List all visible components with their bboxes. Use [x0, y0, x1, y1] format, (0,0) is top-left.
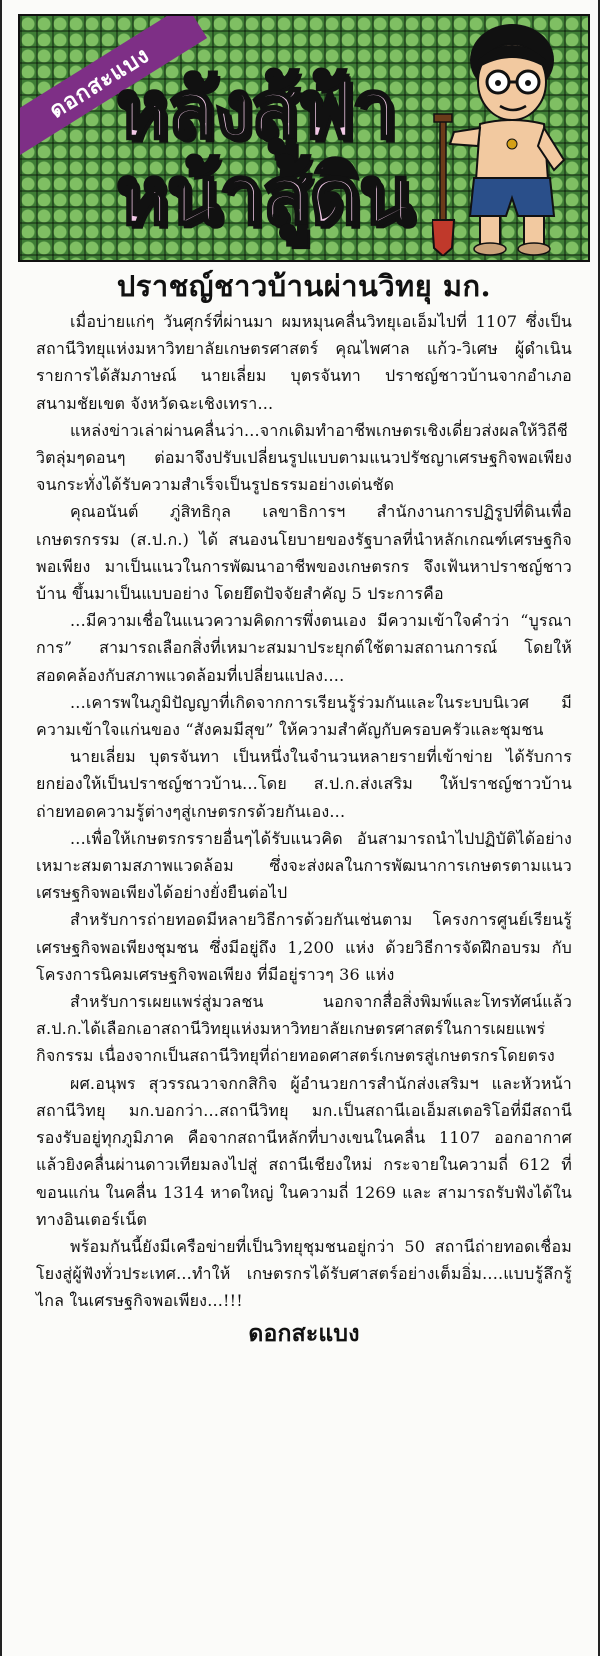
article-paragraph: เมื่อบ่ายแก่ๆ วันศุกร์ที่ผ่านมา ผมหมุนคลื่นวิทยุเอเอ็มไปที่ 1107 ซึ่งเป็นสถานีวิทยุแห่งมหาวิทยาลัยเกษตรศาสตร์ คุณไพศาล แก้ว-วิเศษ ผู้ดำเนินรายการได้สัมภาษณ์ นายเลี่ยม บุตรจันทา ปราชญ์ชาวบ้านจากอำเภอสนามชัยเขต จังหวัดฉะเชิงเทรา... [36, 312, 572, 413]
article-paragraph: ...เคารพในภูมิปัญญาที่เกิดจากการเรียนรู้ร่วมกันและในระบบนิเวศ มีความเข้าใจแก่นของ “สังคมมีสุข” ให้ความสำคัญกับครอบครัวและชุมชน [36, 692, 572, 740]
article-byline: ดอกสะแบง [248, 1319, 360, 1347]
article-paragraph: นายเลี่ยม บุตรจันทา เป็นหนึ่งในจำนวนหลายรายที่เข้าข่าย ได้รับการยกย่องให้เป็นปราชญ์ชาวบ้าน...โดย ส.ป.ก.ส่งเสริม ให้ปราชญ์ชาวบ้านถ่ายทอดความรู้ต่างๆสู่เกษตรกรด้วยกันเอง... [36, 747, 572, 821]
header-title-line2: หน้าสู้ดิน [116, 149, 412, 242]
article-paragraph: แหล่งข่าวเล่าผ่านคลื่นว่า...จากเดิมทำอาชีพเกษตรเชิงเดี่ยวส่งผลให้วิถีชีวิตลุ่มๆดอนๆ ต่อมาจึงปรับเปลี่ยนรูปแบบตามแนวปรัชญาเศรษฐกิจพอเพียง จนกระทั่งได้รับความสำเร็จเป็นรูปธรรมอย่างเด่นชัด [36, 420, 572, 495]
header-title-line1: หลังสู้ฟ้า [116, 63, 396, 156]
article-paragraph: คุณอนันต์ ภู่สิทธิกุล เลขาธิการฯ สำนักงานการปฏิรูปที่ดินเพื่อเกษตรกรรม (ส.ป.ก.) ได้ สนองนโยบายของรัฐบาลที่นำหลักเกณฑ์เศรษฐกิจพอเพียง มาเป็นแนวในการพัฒนาอาชีพของเกษตรกร จึงเฟ้นหาปราชญ์ชาวบ้าน ขึ้นมาเป็นแบบอย่าง โดยยึดปัจจัยสำคัญ 5 ประการคือ [36, 502, 572, 604]
article-paragraph: สำหรับการเผยแพร่สู่มวลชน นอกจากสื่อสิ่งพิมพ์และโทรทัศน์แล้ว ส.ป.ก.ได้เลือกเอาสถานีวิทยุแห่งมหาวิทยาลัยเกษตรศาสตร์ในการเผยแพร่กิจกรรม เนื่องจากเป็นสถานีวิทยุที่ถ่ายทอดศาสตร์เกษตรสู่เกษตรกรโดยตรง [36, 992, 572, 1066]
cartoon-farmer-icon [432, 20, 582, 256]
shovel-icon [432, 114, 454, 256]
column-tag: ดอกสะแบง [18, 14, 207, 160]
article-paragraph: ผศ.อนุพร สุวรรณวาจกกสิกิจ ผู้อำนวยการสำนักส่งเสริมฯ และหัวหน้าสถานีวิทยุ มก.บอกว่า...สถานีวิทยุ มก.เป็นสถานีเอเอ็มสเตอริโอที่มีสถานีรองรับอยู่ทุกภูมิภาค คือจากสถานีหลักที่บางเขนในคลื่น 1107 ออกอากาศแล้วยิงคลื่นผ่านดาวเทียมลงไปสู่ สถานีเชียงใหม่ กระจายในความถี่ 612 ที่ ขอนแก่น ในคลื่น 1314 หาดใหญ่ ในความถี่ 1269 และ สามารถรับฟังได้ในทางอินเตอร์เน็ต [36, 1073, 572, 1229]
article-paragraph: ...มีความเชื่อในแนวความคิดการพึ่งตนเอง มีความเข้าใจคำว่า “บูรณาการ” สามารถเลือกสิ่งที่เหมาะสมมาประยุกต์ใช้ตามสถานการณ์ โดยให้สอดคล้องกับสภาพแวดล้อมที่เปลี่ยนแปลง.... [36, 611, 572, 685]
article-paragraph: ...เพื่อให้เกษตรกรรายอื่นๆได้รับแนวคิด อันสามารถนำไปปฏิบัติได้อย่างเหมาะสมตามสภาพแวดล้อม ซึ่งจะส่งผลในการพัฒนาการเกษตรตามแนวเศรษฐกิจพอเพียงได้อย่างยั่งยืนต่อไป [36, 828, 572, 903]
article-title: ปราชญ์ชาวบ้านผ่านวิทยุ มก. [116, 269, 492, 303]
article-paragraph: พร้อมกันนี้ยังมีเครือข่ายที่เป็นวิทยุชุมชนอยู่กว่า 50 สถานีถ่ายทอดเชื่อมโยงสู่ผู้ฟังทั่วประเทศ...ทำให้ เกษตรกรได้รับศาสตร์อย่างเต็มอิ่ม....แบบรู้ลึกรู้ไกล ในเศรษฐกิจพอเพียง...!!! [36, 1236, 572, 1311]
column-header-banner [18, 14, 590, 262]
article-body [36, 258, 572, 1349]
article-paragraph: สำหรับการถ่ายทอดมีหลายวิธีการด้วยกันเช่นตาม โครงการศูนย์เรียนรู้เศรษฐกิจพอเพียงชุมชน ซึ่งมีอยู่ถึง 1,200 แห่ง ด้วยวิธีการจัดฝึกอบรม กับ โครงการนิคมเศรษฐกิจพอเพียง ที่มีอยู่ราวๆ 36 แห่ง [36, 910, 572, 984]
